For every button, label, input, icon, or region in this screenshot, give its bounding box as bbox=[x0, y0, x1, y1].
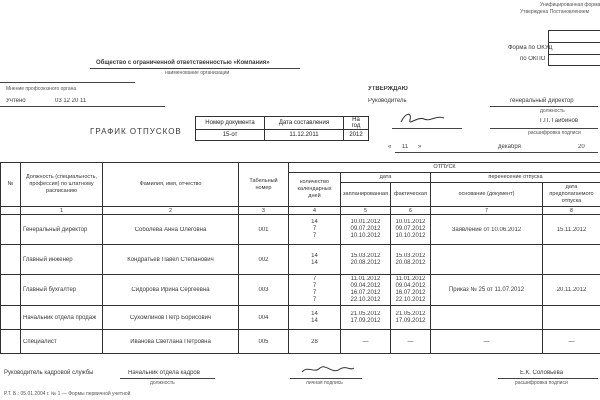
row-planned-date: 09.07.2012 bbox=[350, 226, 381, 232]
row-days bbox=[291, 311, 338, 325]
approver-position-caption: должность bbox=[540, 108, 565, 114]
row-index bbox=[1, 215, 21, 245]
row-basis: — bbox=[431, 330, 543, 354]
header-transfer-group: перенесение отпуска bbox=[431, 173, 600, 183]
hr-head-label: Руководитель кадровой службы bbox=[4, 370, 94, 376]
approver-name: Г.П. Гаибинов bbox=[540, 118, 579, 124]
row-tab: 004 bbox=[239, 306, 289, 330]
org-name-underline bbox=[90, 68, 300, 69]
row-days-value: 14 bbox=[311, 317, 318, 324]
org-name-caption: наименование организации bbox=[165, 70, 230, 76]
col-number: 7 bbox=[431, 207, 543, 215]
row-tab: 003 bbox=[239, 275, 289, 306]
row-position: Главный бухгалтер bbox=[21, 275, 103, 306]
row-expected: 20.11.2012 bbox=[543, 275, 600, 306]
col-number: 4 bbox=[289, 207, 341, 215]
footer-note: Р.Т. Б.: 05.01.2004 г. № 1 — Формы первичной учетной bbox=[4, 391, 131, 397]
row-days-value: 7 bbox=[312, 290, 317, 296]
row-actual-date: 09.04.2012 bbox=[395, 283, 426, 289]
hr-signature-line bbox=[290, 378, 362, 379]
approver-signature-icon bbox=[398, 110, 448, 128]
approved-label: УТВЕРЖДАЮ bbox=[368, 86, 408, 92]
hr-head-name: Е.К. Соловьева bbox=[520, 370, 564, 376]
row-planned-date: 15.03.2012 bbox=[350, 252, 381, 259]
col-number: 6 bbox=[391, 207, 431, 215]
row-days bbox=[291, 276, 338, 304]
row-planned-date: 17.09.2012 bbox=[350, 317, 381, 324]
row-planned-date: 22.10.2012 bbox=[350, 297, 381, 303]
row-name: Кондратьев Павел Степанович bbox=[103, 245, 239, 275]
row-actual bbox=[393, 311, 428, 325]
row-position: Начальник отдела продаж bbox=[21, 306, 103, 330]
union-date: 03 12 20 11 bbox=[55, 98, 87, 104]
row-tab: 002 bbox=[239, 245, 289, 275]
row-basis: Заявление от 10.06.2012 bbox=[431, 215, 543, 245]
approver-name-line bbox=[490, 128, 598, 129]
header-planned: запланированная bbox=[341, 183, 391, 207]
row-planned bbox=[343, 311, 388, 325]
col-number: 8 bbox=[543, 207, 600, 215]
docdate-header: Дата составления bbox=[265, 117, 344, 130]
row-tab: 005 bbox=[239, 330, 289, 354]
row-position: Специалист bbox=[21, 330, 103, 354]
docnum-value: 15-от bbox=[196, 130, 265, 141]
header-actual: фактическая bbox=[391, 183, 431, 207]
docnum-header: Номер документа bbox=[196, 117, 265, 130]
row-planned-date: 21.05.2012 bbox=[350, 310, 381, 317]
header-num: № bbox=[1, 163, 21, 207]
row-planned bbox=[343, 276, 388, 304]
okpo-code-cell bbox=[549, 55, 600, 66]
row-index bbox=[1, 330, 21, 354]
row-planned-date: 10.01.2012 bbox=[350, 219, 381, 225]
row-name: Сухомлинов Петр Борисович bbox=[103, 306, 239, 330]
table-row bbox=[1, 275, 600, 306]
approve-date-quote-close: » bbox=[418, 144, 422, 150]
approve-date-line bbox=[395, 152, 598, 153]
col-number: 5 bbox=[341, 207, 391, 215]
head-label: Руководитель bbox=[368, 98, 407, 104]
row-position: Главный инженер bbox=[21, 245, 103, 275]
row-name: Иванова Светлана Петровна bbox=[103, 330, 239, 354]
table-row bbox=[1, 245, 600, 275]
row-days-value: 7 bbox=[312, 283, 317, 289]
row-planned-date: 20.08.2012 bbox=[350, 259, 381, 266]
approve-date-quote: « bbox=[388, 144, 392, 150]
header-days: количество календарных дней bbox=[289, 173, 341, 207]
header-vacation-group: ОТПУСК bbox=[289, 163, 600, 173]
row-expected bbox=[543, 306, 600, 330]
approve-date-month: декабря bbox=[498, 144, 521, 150]
docyear-header: На год bbox=[344, 117, 369, 130]
row-days-value: 14 bbox=[311, 252, 318, 259]
row-days-value: 7 bbox=[312, 226, 317, 232]
row-basis bbox=[431, 306, 543, 330]
okud-code-cell bbox=[549, 43, 600, 55]
col-number bbox=[1, 207, 21, 215]
row-actual-date: 17.09.2012 bbox=[395, 317, 426, 324]
row-actual-date: 09.07.2012 bbox=[395, 226, 426, 232]
row-actual-date: 15.03.2012 bbox=[395, 252, 426, 259]
header-tab-number: Табельный номер bbox=[239, 163, 289, 207]
row-planned bbox=[343, 219, 388, 240]
document-number-table bbox=[195, 116, 369, 141]
row-actual bbox=[393, 253, 428, 267]
row-planned-date: 09.04.2012 bbox=[350, 283, 381, 289]
form-type-line1: Унифицированная форма bbox=[540, 2, 600, 8]
row-index bbox=[1, 275, 21, 306]
union-top-line bbox=[0, 82, 135, 83]
header-dates: дата bbox=[341, 173, 431, 183]
form-code-box bbox=[548, 30, 600, 66]
row-planned: — bbox=[341, 330, 391, 354]
row-actual-date: 21.05.2012 bbox=[395, 310, 426, 317]
header-code-cell bbox=[549, 31, 600, 43]
approver-position: генеральный директор bbox=[510, 98, 574, 104]
row-days-value: 7 bbox=[312, 276, 317, 282]
header-position: Должность (специальность, профессия) по штатному расписанию bbox=[21, 163, 103, 207]
approver-name-caption: расшифровка подписи bbox=[528, 130, 581, 136]
hr-name-caption: расшифровка подписи bbox=[515, 380, 568, 386]
row-name: Соболева Анна Олеговна bbox=[103, 215, 239, 245]
row-planned-date: 10.10.2012 bbox=[350, 233, 381, 239]
hr-name-line bbox=[498, 378, 598, 379]
row-name: Сидорова Ирина Сергеевна bbox=[103, 275, 239, 306]
row-index bbox=[1, 306, 21, 330]
header-basis: основание (документ) bbox=[431, 183, 543, 207]
col-number: 3 bbox=[239, 207, 289, 215]
row-days-value: 7 bbox=[312, 297, 317, 303]
row-actual bbox=[393, 219, 428, 240]
row-expected: — bbox=[543, 330, 600, 354]
row-days-value: 14 bbox=[311, 219, 318, 225]
okud-label: Форма по ОКУД bbox=[508, 45, 553, 51]
table-row bbox=[1, 330, 600, 354]
row-planned-date: 16.07.2012 bbox=[350, 290, 381, 296]
row-days-value: 14 bbox=[311, 310, 318, 317]
row-expected bbox=[543, 245, 600, 275]
okpo-label: по ОКПО bbox=[520, 56, 546, 62]
document-title: ГРАФИК ОТПУСКОВ bbox=[90, 127, 182, 136]
hr-signature-caption: личная подпись bbox=[306, 380, 343, 386]
row-actual-date: 20.08.2012 bbox=[395, 259, 426, 266]
table-row bbox=[1, 306, 600, 330]
table-row bbox=[1, 215, 600, 245]
row-index bbox=[1, 245, 21, 275]
row-days-value: 7 bbox=[312, 233, 317, 239]
vacation-schedule-table bbox=[0, 162, 600, 354]
hr-position-caption: должность bbox=[150, 380, 175, 386]
docyear-value: 2012 bbox=[344, 130, 369, 141]
union-date-line bbox=[0, 106, 165, 107]
col-number: 2 bbox=[103, 207, 239, 215]
row-actual bbox=[393, 276, 428, 304]
docdate-value: 11.12.2011 bbox=[265, 130, 344, 141]
approve-date-year: 20 bbox=[578, 144, 585, 150]
row-actual-date: 16.07.2012 bbox=[395, 290, 426, 296]
union-opinion-label: Мнение профсоюзного органа bbox=[6, 86, 77, 92]
row-planned-date: 11.01.2012 bbox=[350, 276, 381, 282]
approver-position-line bbox=[490, 106, 598, 107]
hr-signature-icon bbox=[298, 362, 358, 378]
row-actual-date: 22.10.2012 bbox=[395, 297, 426, 303]
header-expected: дата предполагаемого отпуска bbox=[543, 183, 600, 207]
union-noted-label: Учтено bbox=[6, 98, 26, 104]
organization-name: Общество с ограниченной ответственностью «Компания» bbox=[96, 60, 270, 66]
row-planned bbox=[343, 253, 388, 267]
row-basis: Приказ № 25 от 11.07.2012 bbox=[431, 275, 543, 306]
row-days bbox=[291, 253, 338, 267]
form-type-line2: Утверждена Постановлением bbox=[520, 9, 590, 15]
row-position: Генеральный директор bbox=[21, 215, 103, 245]
row-actual-date: 11.01.2012 bbox=[395, 276, 426, 282]
row-expected: 15.11.2012 bbox=[543, 215, 600, 245]
row-actual-date: 10.01.2012 bbox=[395, 219, 426, 225]
row-actual-date: 10.10.2012 bbox=[395, 233, 426, 239]
hr-head-position: Начальник отдела кадров bbox=[128, 370, 200, 376]
row-days bbox=[291, 219, 338, 240]
row-basis bbox=[431, 245, 543, 275]
hr-position-line bbox=[120, 378, 215, 379]
row-days: 28 bbox=[289, 330, 341, 354]
row-tab: 001 bbox=[239, 215, 289, 245]
header-name: Фамилия, имя, отчество bbox=[103, 163, 239, 207]
row-days-value: 14 bbox=[311, 259, 318, 266]
row-actual: — bbox=[391, 330, 431, 354]
col-number: 1 bbox=[21, 207, 103, 215]
approver-signature-line bbox=[392, 128, 462, 129]
approve-date-day: 11 bbox=[402, 144, 409, 150]
